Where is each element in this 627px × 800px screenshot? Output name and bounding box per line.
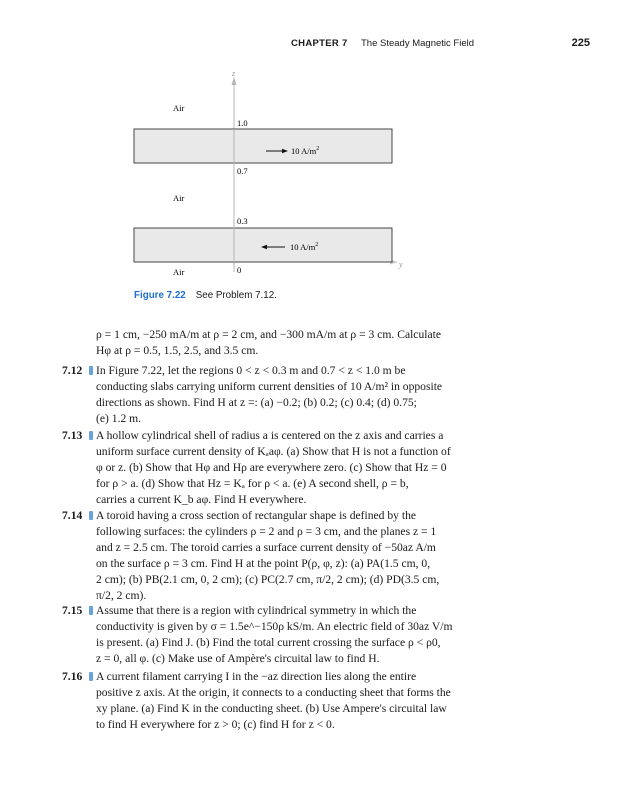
problem-text — [96, 363, 516, 427]
continuation-paragraph — [96, 327, 506, 359]
problem-number: 7.16 — [62, 670, 83, 683]
problem-marker-icon — [89, 606, 93, 615]
region-label-top: Air — [173, 103, 185, 113]
problem-text — [96, 428, 516, 508]
problem-line: In Figure 7.22, let the regions 0 < z < 0.3 m and 0.7 < z < 1.0 m be — [96, 364, 406, 377]
problem-line: A current filament carrying I in the −az direction lies along the entire — [96, 670, 417, 683]
problem-number: 7.14 — [62, 509, 83, 522]
problem-marker-icon — [89, 366, 93, 375]
problem-line: uniform surface current density of Kₐaφ. (a) Show that H is not a function of — [96, 445, 451, 458]
problem-marker-icon — [89, 672, 93, 681]
upper-slab — [134, 129, 392, 163]
problem-text — [96, 508, 516, 604]
upper-current-label: 10 $A/m^2$ — [291, 146, 320, 156]
continuation-line: ρ = 1 cm, −250 mA/m at ρ = 2 cm, and −300 mA/m at ρ = 3 cm. Calculate — [96, 328, 441, 341]
problem-line: following surfaces: the cylinders ρ = 2 and ρ = 3 cm, and the planes z = 1 — [96, 525, 437, 538]
region-label-middle: Air — [173, 193, 185, 203]
z-mark-1-0: 1.0 — [237, 118, 248, 128]
lower-slab — [134, 228, 392, 262]
page-number: 225 — [571, 37, 590, 49]
problem-line: conductivity is given by σ = 1.5e^−150ρ kS/m. An electric field of 30az V/m — [96, 620, 453, 633]
z-mark-0: 0 — [237, 265, 242, 275]
problem-text — [96, 669, 516, 733]
problem-line: carries a current K_b aφ. Find H everywhere. — [96, 493, 307, 506]
continuation-line: Hφ at ρ = 0.5, 1.5, 2.5, and 3.5 cm. — [96, 344, 259, 357]
chapter-label: CHAPTER 7 — [291, 38, 348, 49]
region-label-bottom: Air — [173, 267, 185, 277]
problem-line: φ or z. (b) Show that Hφ and Hρ are everywhere zero. (c) Show that Hz = 0 — [96, 461, 447, 474]
figure-caption-text: See Problem 7.12. — [195, 290, 277, 301]
figure-label: Figure 7.22 — [134, 290, 186, 301]
problem-line: positive z axis. At the origin, it connects to a conducting sheet that forms the — [96, 686, 451, 699]
problem-line: directions as shown. Find H at z =: (a) −0.2; (b) 0.2; (c) 0.4; (d) 0.75; — [96, 396, 417, 409]
problem-number: 7.12 — [62, 364, 83, 377]
figure-caption — [134, 290, 277, 301]
problem-line: to find H everywhere for z > 0; (c) find H for z < 0. — [96, 718, 335, 731]
problem-line: π/2, 2 cm). — [96, 589, 147, 602]
z-axis-arrowhead — [232, 77, 237, 85]
y-axis-label: y — [399, 260, 403, 269]
problem-line: 2 cm); (b) PB(2.1 cm, 0, 2 cm); (c) PC(2.7 cm, π/2, 2 cm); (d) PD(3.5 cm, — [96, 573, 440, 586]
page-header — [0, 38, 627, 52]
problem-line: (e) 1.2 m. — [96, 412, 142, 425]
problem-line: z = 0, all φ. (c) Make use of Ampère's circuital law to find H. — [96, 652, 380, 665]
problem-line: xy plane. (a) Find K in the conducting sheet. (b) Use Ampere's circuital law — [96, 702, 447, 715]
figure-7-22 — [120, 68, 420, 278]
problem-line: A hollow cylindrical shell of radius a is centered on the z axis and carries a — [96, 429, 444, 442]
problem-line: Assume that there is a region with cylindrical symmetry in which the — [96, 604, 417, 617]
problem-line: conducting slabs carrying uniform current densities of 10 A/m² in opposite — [96, 380, 443, 393]
problem-number: 7.15 — [62, 604, 83, 617]
lower-current-label: 10 $A/m^2$ — [290, 242, 319, 252]
chapter-title: The Steady Magnetic Field — [361, 38, 475, 49]
problem-line: is present. (a) Find J. (b) Find the total current crossing the surface ρ < ρ0, — [96, 636, 441, 649]
z-mark-0-3: 0.3 — [237, 216, 248, 226]
problem-number: 7.13 — [62, 429, 83, 442]
problem-line: for ρ > a. (d) Show that Hz = Kₐ for ρ < a. (e) A second shell, ρ = b, — [96, 477, 409, 490]
problem-line: A toroid having a cross section of rectangular shape is defined by the — [96, 509, 417, 522]
problem-marker-icon — [89, 431, 93, 440]
z-mark-0-7: 0.7 — [237, 166, 248, 176]
problem-marker-icon — [89, 511, 93, 520]
problem-line: and z = 2.5 cm. The toroid carries a surface current density of −50az A/m — [96, 541, 436, 554]
problem-line: on the surface ρ = 3 cm. Find H at the point P(ρ, φ, z): (a) PA(1.5 cm, 0, — [96, 557, 431, 570]
z-axis-label: z — [232, 69, 236, 78]
problem-text — [96, 603, 516, 667]
